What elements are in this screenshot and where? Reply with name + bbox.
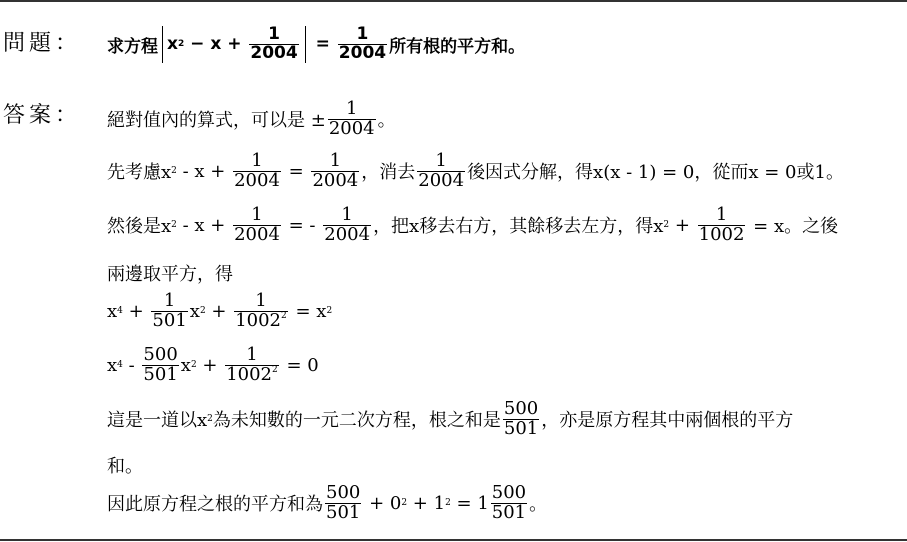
- fraction: $\frac{1}{2004}$: [234, 204, 280, 245]
- fraction: $\frac{1}{501}$: [152, 290, 187, 331]
- fraction: $\frac{1}{2004}$: [234, 150, 280, 191]
- equation-2: x 4 - $\frac{500}{501}$ x 2 + $\frac{1}{1002^2}$ = 0: [107, 344, 319, 385]
- equation-1: x 4 + $\frac{1}{501}$ x 2 + $\frac{1}{1002^2}$ = x 2: [107, 290, 333, 331]
- fraction: $\frac{1}{2004}$: [328, 98, 375, 139]
- fraction: $\frac{500}{501}$: [491, 482, 527, 523]
- answer-label: 答案：: [3, 103, 82, 128]
- answer-line-5: 這是一道以x 2 為未知數的一元二次方程，根之和是 $\frac{500}{501}$ ，亦是原方程其中兩個根的平方: [107, 398, 794, 439]
- answer-line-7: 因此原方程之根的平方和為 $\frac{500}{501}$ + 0 2 + 1 2 = 1 $\frac{500}{501}$ 。: [107, 482, 548, 523]
- question-text: 求方程 x 2 − x + $\frac{1}{2004}$ = $\frac{1}{2004}$ 所有根的平方和。: [107, 24, 526, 63]
- answer-line-1: 絕對值內的算式，可以是 ± $\frac{1}{2004}$ 。: [107, 98, 396, 139]
- answer-line-4: 兩邊取平方，得: [107, 264, 233, 285]
- question-label: 問題：: [3, 31, 82, 56]
- fraction: $\frac{1}{2004}$: [324, 204, 371, 245]
- fraction: $\frac{1}{2004}$: [312, 150, 359, 191]
- fraction: $\frac{500}{501}$: [326, 482, 361, 523]
- absolute-value-expression: x 2 − x + $\frac{1}{2004}$: [162, 26, 306, 63]
- answer-line-3: 然後是x 2 - x + $\frac{1}{2004}$ = - $\frac{1}{2004}$ ，把x移去右方，其餘移去左方，得x 2 + $\frac{1}{1002}$ = x。之後: [107, 204, 839, 245]
- fraction: $\frac{500}{501}$: [503, 398, 539, 439]
- fraction: $\frac{1}{1002^2}$: [226, 344, 278, 385]
- answer-line-2: 先考慮x 2 - x + $\frac{1}{2004}$ = $\frac{1}{2004}$ ，消去 $\frac{1}{2004}$ 後因式分解，得x(x - 1) = 0，從而x = 0或1。: [107, 150, 844, 191]
- fraction: $\frac{1}{2004}$: [250, 24, 298, 63]
- fraction: $\frac{1}{1002^2}$: [235, 290, 287, 331]
- fraction: $\frac{1}{2004}$: [418, 150, 465, 191]
- fraction: $\frac{1}{2004}$: [338, 24, 387, 63]
- bottom-rule: [0, 539, 907, 541]
- fraction: $\frac{1}{1002}$: [698, 204, 745, 245]
- answer-line-6: 和。: [107, 456, 143, 477]
- top-rule: [0, 0, 907, 2]
- fraction: $\frac{500}{501}$: [143, 344, 178, 385]
